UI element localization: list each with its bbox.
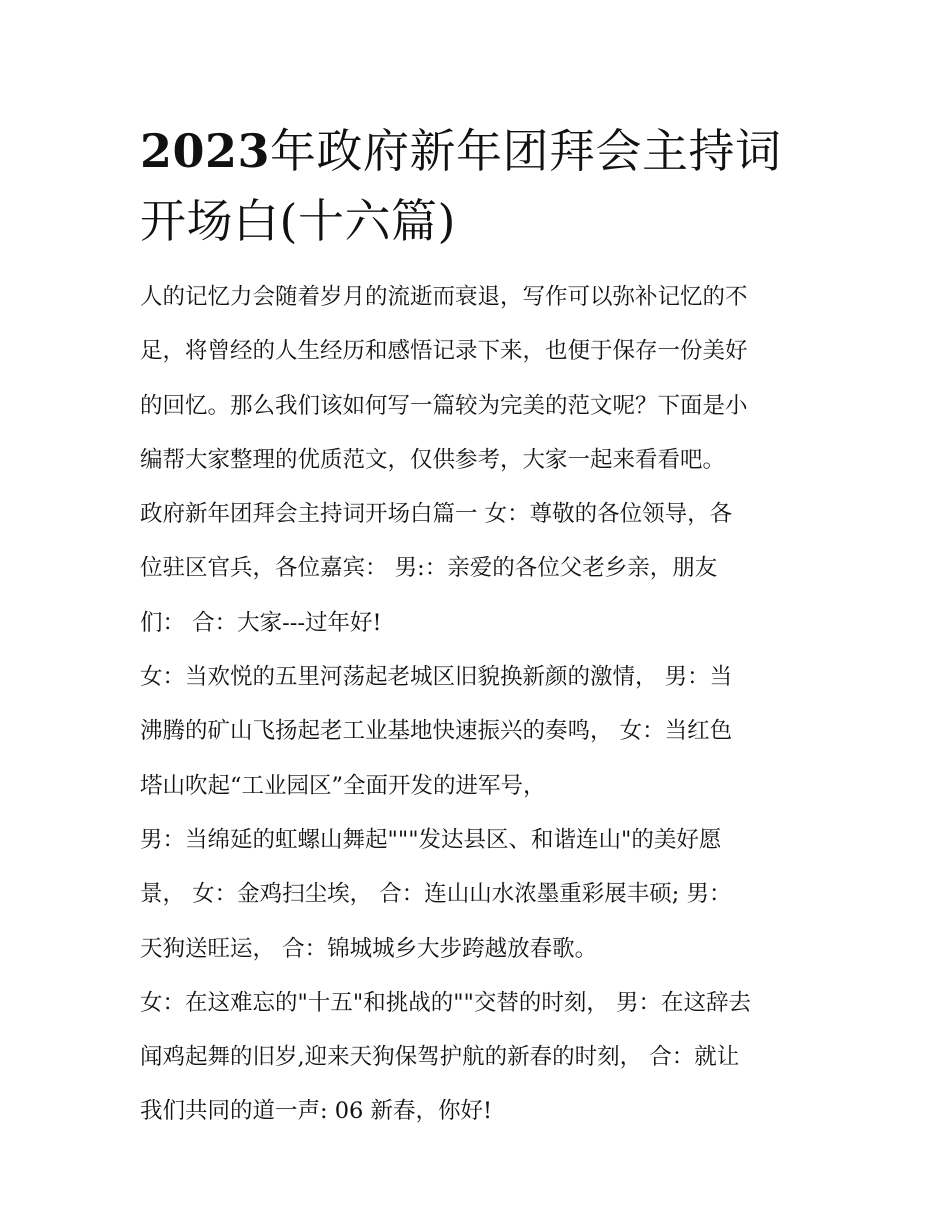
text-line: 塔山吹起“工业园区”全面开发的进军号， <box>140 772 546 799</box>
page-title <box>140 116 840 256</box>
title-line-1-text: 年政府新年团拜会主持词 <box>270 124 782 178</box>
text-line: 女：在这难忘的"十五"和挑战的""交替的时刻， 男：在这辞去 <box>140 989 752 1016</box>
text-line: 景， 女：金鸡扫尘埃， 合：连山山水浓墨重彩展丰硕; 男： <box>140 881 732 908</box>
text-line: 政府新年团拜会主持词开场白篇一 女：尊敬的各位领导，各 <box>140 501 733 528</box>
text-line: 人的记忆力会随着岁月的流逝而衰退，写作可以弥补记忆的不 <box>140 284 748 310</box>
text-line: 们： 合：大家---过年好! <box>140 609 382 636</box>
title-line-1 <box>140 116 840 186</box>
text-line: 沸腾的矿山飞扬起老工业基地快速振兴的奏鸣， 女：当红色 <box>140 718 733 745</box>
text-line: 的回忆。那么我们该如何写一篇较为完美的范文呢？下面是小 <box>140 392 748 419</box>
text-line: 足，将曾经的人生经历和感悟记录下来，也便于保存一份美好 <box>140 338 748 365</box>
title-line-2: 开场白(十六篇) <box>140 194 456 248</box>
title-year: 2023 <box>140 124 271 178</box>
text-line: 男：当绵延的虹螺山舞起"""发达县区、和谐连山"的美好愿 <box>140 826 722 853</box>
text-line: 天狗送旺运， 合：锦城城乡大步跨越放春歌。 <box>140 935 598 962</box>
text-line: 我们共同的道一声: 06 新春，你好! <box>140 1098 493 1125</box>
text-line: 女：当欢悦的五里河荡起老城区旧貌换新颜的激情， 男：当 <box>140 664 733 691</box>
text-line: 编帮大家整理的优质范文，仅供参考，大家一起来看看吧。 <box>140 446 726 473</box>
body-text <box>140 270 840 1139</box>
text-line: 位驻区官兵，各位嘉宾： 男:：亲爱的各位父老乡亲，朋友 <box>140 555 718 582</box>
text-line: 闻鸡起舞的旧岁,迎来天狗保驾护航的新春的时刻， 合：就让 <box>140 1044 740 1071</box>
